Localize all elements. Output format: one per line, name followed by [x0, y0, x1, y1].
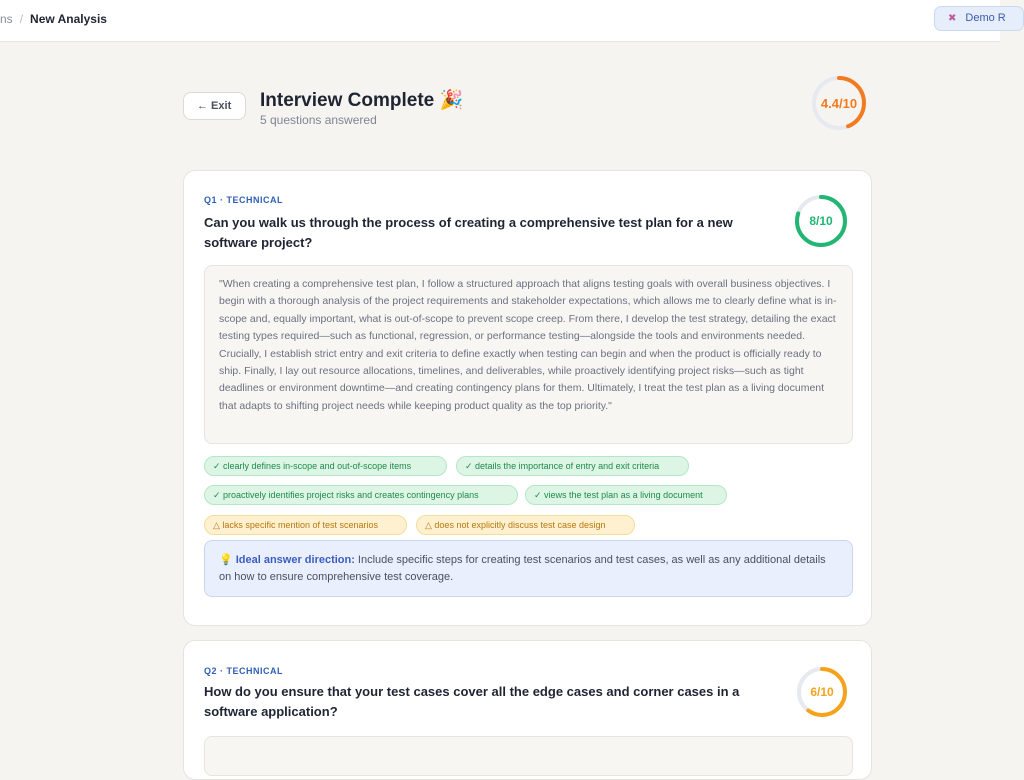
strength-chip: ✓ proactively identifies project risks and creates contingency plans [204, 485, 518, 505]
page-title: Interview Complete 🎉 [260, 90, 464, 111]
overall-score-value: 4.4/10 [820, 95, 858, 111]
ideal-answer-box [204, 540, 853, 597]
overall-score-ring [811, 75, 867, 131]
demo-button[interactable] [934, 6, 1024, 31]
question-card-2 [183, 640, 872, 780]
question-tag: Q2 · TECHNICAL [204, 666, 283, 676]
question-score-value: 8/10 [809, 214, 833, 228]
question-score-value: 6/10 [810, 685, 834, 699]
strength-chip: ✓ details the importance of entry and exit criteria [456, 456, 689, 476]
question-card-1 [183, 170, 872, 626]
top-bar [0, 0, 1006, 42]
gap-chip: △ lacks specific mention of test scenarios [204, 515, 407, 535]
breadcrumb-current: New Analysis [30, 12, 107, 26]
ideal-answer-label: Ideal answer direction: [235, 554, 355, 566]
questions-answered-count: 5 questions answered [260, 113, 377, 127]
pin-icon: ✖ [948, 13, 957, 24]
gap-chip: △ does not explicitly discuss test case design [416, 515, 635, 535]
candidate-answer: "When creating a comprehensive test plan, I follow a structured approach that aligns testing goals with overall business objectives. I begin with a thorough analysis of the project requirements and stakeholder expectations, which allows me to clearly define what is in-scope and, equally important, what is out-of-scope to prevent scope creep. From there, I develop the test strategy, detailing the exact testing types required—such as functional, regression, or performance testing—alongside the tools and environments needed. Crucially, I establish strict entry and exit criteria to define exactly when testing can begin and when the product is officially ready to ship. Finally, I lay out resource allocations, timelines, and deliverables, while proactively identifying project risks—such as tight deadlines or environment downtime—and creating contingency plans for them. Ultimately, I treat the test plan as a living document that adapts to shifting project needs while keeping product quality as the top priority." [204, 265, 853, 444]
ideal-answer-text: Include specific steps for creating test scenarios and test cases, as well as any additional details on how to ensure comprehensive test coverage. [219, 554, 826, 583]
exit-button[interactable]: ← Exit [183, 92, 246, 120]
demo-button-label: Demo R [965, 12, 1006, 24]
strength-chip: ✓ views the test plan as a living document [525, 485, 727, 505]
strength-chip: ✓ clearly defines in-scope and out-of-scope items [204, 456, 447, 476]
question-score-ring [796, 666, 848, 718]
lightbulb-icon: 💡 [219, 554, 233, 566]
candidate-answer [204, 736, 853, 776]
breadcrumb-separator: / [19, 12, 24, 26]
question-tag: Q1 · TECHNICAL [204, 195, 283, 205]
breadcrumb-prev-link[interactable]: ns [0, 12, 13, 26]
question-text: Can you walk us through the process of creating a comprehensive test plan for a new software project? [204, 215, 733, 250]
question-text: How do you ensure that your test cases cover all the edge cases and corner cases in a software application? [204, 684, 740, 719]
breadcrumb [0, 12, 107, 26]
question-score-ring [794, 194, 848, 248]
